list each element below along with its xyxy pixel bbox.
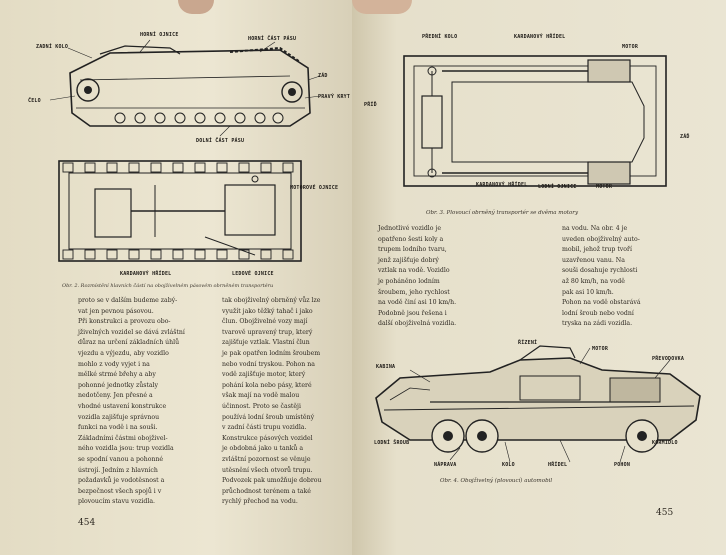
fig2-label-motor: MOTOROVÉ OJNICE bbox=[290, 185, 339, 191]
right-text-col-2 bbox=[562, 224, 641, 330]
fig4-label-engine: MOTOR bbox=[592, 346, 609, 352]
figure-1-side-view bbox=[30, 28, 340, 143]
text-line: šroubem, jeho rychlost bbox=[378, 288, 450, 296]
fig1-label-lower-track: DOLNÍ ČÁST PÁSU bbox=[196, 138, 245, 144]
text-line: trupem lodního tvaru, bbox=[378, 246, 447, 254]
text-line: mobil, jehož trup tvoří bbox=[562, 246, 632, 254]
fig2-label-lower-frame: LEDOVÉ OJNICE bbox=[232, 271, 274, 277]
text-line: nedotčeny. Jen přesné a bbox=[78, 392, 153, 400]
text-line: je obdobná jako u tanků a bbox=[222, 445, 304, 453]
text-line: ného vozidla jsou: trup vozidla bbox=[78, 445, 174, 453]
text-line: požadavků je vodotěsnost a bbox=[78, 477, 165, 485]
text-line: vjezdu a výjezdu, aby vozidlo bbox=[78, 349, 169, 357]
text-line: zvláštní pozornost se věnuje bbox=[222, 455, 311, 463]
fig1-label-road-wheels: HORNÍ OJNICE bbox=[140, 32, 179, 38]
text-line: člun. Obojživelné vozy mají bbox=[222, 318, 308, 326]
fig4-label-gear: PŘEVODOVKA bbox=[652, 356, 685, 362]
text-line: vodě zajišťuje motor, který bbox=[222, 371, 306, 379]
text-line: jenž zajišťuje dobrý bbox=[378, 256, 439, 264]
text-line: souši dosahuje rychlosti bbox=[562, 267, 638, 275]
fig1-label-belt-drive: PRAVÝ KRYT bbox=[318, 94, 351, 100]
text-line: Pohon na vodě obstarává bbox=[562, 299, 641, 307]
text-line: vat jen pevnou pásovou. bbox=[78, 307, 154, 315]
text-line: je pak opatřen lodním šroubem bbox=[222, 349, 321, 357]
right-page-number: 455 bbox=[656, 508, 674, 518]
fig4-label-steering: ŘÍZENÍ bbox=[518, 340, 538, 346]
text-line: v zadní části trupu vozidla. bbox=[222, 424, 307, 432]
fig3-label-front: PŘÍĎ bbox=[364, 102, 377, 108]
fig1-label-rear: ZÁD bbox=[318, 73, 328, 79]
text-line: zajišťuje vztlak. Vlastní člun bbox=[222, 339, 310, 347]
figure-3-top-view bbox=[392, 46, 677, 196]
text-line: bezpečnost všech spojů i v bbox=[78, 487, 162, 495]
text-line: pohonné jednotky zůstaly bbox=[78, 381, 159, 389]
fig3-label-cardan-top: KARDANOVÝ HŘÍDEL bbox=[514, 34, 566, 40]
fig4-label-rudder: KORMIDLO bbox=[652, 440, 678, 446]
text-line: však mají na vodě malou bbox=[222, 392, 300, 400]
text-line: rychlý přechod na vodu. bbox=[222, 498, 298, 506]
fig4-label-shaft: HŘÍDEL bbox=[548, 462, 568, 468]
text-line: funkci na vodě i na souši. bbox=[78, 424, 158, 432]
fig3-label-motor-top: MOTOR bbox=[622, 44, 639, 50]
text-line: nebo vodní tryskou. Pohon na bbox=[222, 360, 315, 368]
text-line: účinnost. Proto se častěji bbox=[222, 402, 301, 410]
left-text-col-2 bbox=[222, 296, 322, 508]
text-line: mohlo z vody vyjet i na bbox=[78, 360, 150, 368]
text-line: využít jako těžký tahač i jako bbox=[222, 307, 313, 315]
text-line: jživelných vozidel se dává zvláštní bbox=[78, 328, 185, 336]
fig3-label-lower-link: LODNÍ OJNICE bbox=[538, 184, 577, 190]
fig3-label-front-wheel: PŘEDNÍ KOLO bbox=[422, 34, 458, 40]
text-line: vhodné ustavení konstrukce bbox=[78, 402, 167, 410]
right-page bbox=[352, 0, 726, 555]
text-line: opatřeno šesti koly a bbox=[378, 235, 444, 243]
fig4-label-cab: KABINA bbox=[376, 364, 396, 370]
fig3-label-rear: ZÁĎ bbox=[680, 134, 690, 140]
fig4-label-wheel: KOLO bbox=[502, 462, 515, 468]
figure-4-caption: Obr. 4. Obojživelný (plovoucí) automobil bbox=[440, 478, 553, 484]
left-page-number: 454 bbox=[78, 518, 96, 528]
text-line: tryska na zádi vozidla. bbox=[562, 320, 633, 328]
text-line: uzavřenou vanu. Na bbox=[562, 256, 625, 264]
text-line: na vodě činí asi 10 km/h. bbox=[378, 299, 457, 307]
text-line: Při konstrukci a provozu obo- bbox=[78, 318, 171, 326]
text-line: Podobně jsou řešena i bbox=[378, 309, 447, 317]
fig4-label-propeller: LODNÍ ŠROUB bbox=[374, 440, 410, 446]
fig1-label-front-hook: ZADNÍ KOLO bbox=[36, 44, 69, 50]
figure-2-caption: Obr. 2. Rozmístění hlavních částí na obojživelném pásovém obrněném transportéru bbox=[62, 283, 274, 289]
text-line: vztlak na vodě. Vozidlo bbox=[378, 267, 450, 275]
text-line: Podvozek pak umožňuje dobrou bbox=[222, 477, 322, 485]
text-line: je poháněno lodním bbox=[378, 277, 440, 285]
text-line: tak obojživelný obrněný vůz lze bbox=[222, 297, 321, 304]
text-line: ústrojí. Jedním z hlavních bbox=[78, 466, 158, 474]
text-line: další obojživelná vozidla. bbox=[378, 320, 457, 328]
fig2-label-drive-shaft: KARDANOVÝ HŘÍDEL bbox=[120, 271, 172, 277]
fig3-label-motor-bottom: MOTOR bbox=[596, 184, 613, 190]
fig3-label-cardan-bottom: KARDANOVÝ HŘÍDEL bbox=[476, 182, 528, 188]
text-line: pohání kola nebo pásy, které bbox=[222, 381, 312, 389]
left-text-col-1 bbox=[78, 296, 185, 508]
text-line: lodní šroub nebo vodní bbox=[562, 309, 634, 317]
fig1-label-front: ČELO bbox=[28, 98, 41, 104]
text-line: Konstrukce pásových vozidel bbox=[222, 434, 313, 442]
text-line: vozidla zajišťuje správnou bbox=[78, 413, 160, 421]
text-line: až 80 km/h, na vodě bbox=[562, 277, 625, 285]
text-line: Jednotlivé vozidlo je bbox=[378, 225, 442, 232]
figure-3-caption: Obr. 3. Plovoucí obrněný transportér se dvěma motory bbox=[426, 210, 579, 216]
fig4-label-drive: POHON bbox=[614, 462, 631, 468]
text-line: tvarově upravený trup, který bbox=[222, 328, 313, 336]
text-line: používá lodní šroub umístěný bbox=[222, 413, 315, 421]
text-line: na vodu. Na obr. 4 je bbox=[562, 225, 628, 232]
text-line: proto se v dalším budeme zabý- bbox=[78, 297, 178, 304]
left-page bbox=[0, 0, 352, 555]
text-line: plovoucím stavu vozidla. bbox=[78, 498, 156, 506]
thumb-right bbox=[352, 0, 412, 14]
text-line: důraz na určení základních úhlů bbox=[78, 339, 180, 347]
text-line: mělké strmé břehy a aby bbox=[78, 371, 156, 379]
fig4-label-axle: NÁPRAVA bbox=[434, 462, 457, 468]
figure-2-top-view bbox=[55, 155, 305, 267]
text-line: průchodnost terénem a také bbox=[222, 487, 311, 495]
text-line: utěsnění všech otvorů trupu. bbox=[222, 466, 313, 474]
fig1-label-upper-track: HORNÍ ČÁST PÁSU bbox=[248, 36, 297, 42]
text-line: Základními částmi obojživel- bbox=[78, 434, 168, 442]
text-line: se spodní vanou a pohonné bbox=[78, 455, 164, 463]
right-text-col-1 bbox=[378, 224, 456, 330]
text-line: uveden obojživelný auto- bbox=[562, 235, 640, 243]
text-line: pak asi 10 km/h. bbox=[562, 288, 614, 296]
